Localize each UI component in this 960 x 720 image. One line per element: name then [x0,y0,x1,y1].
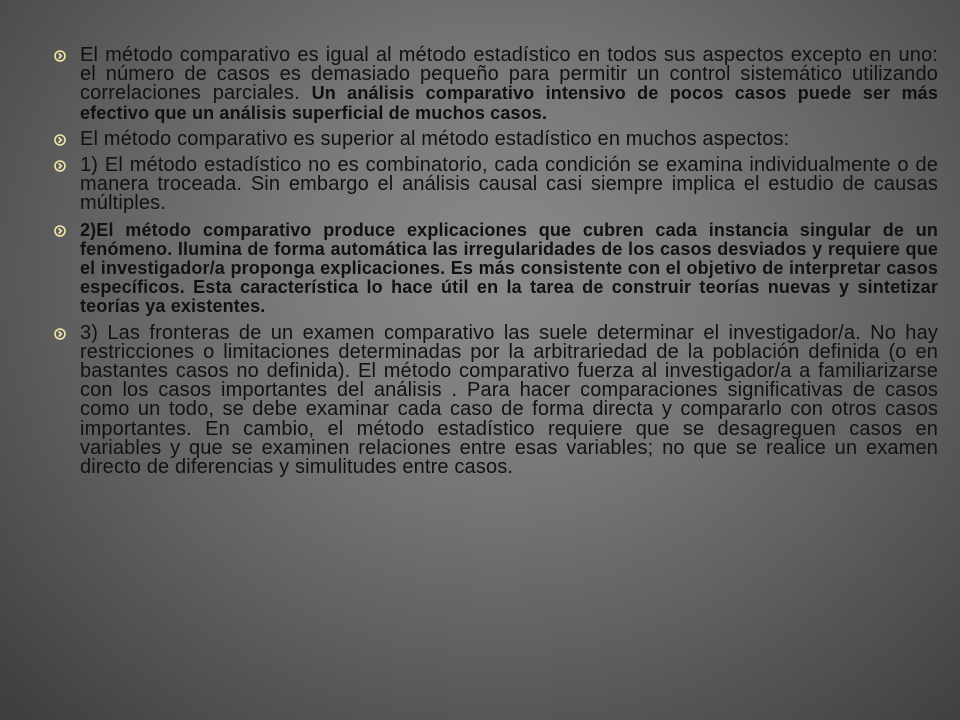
circled-chevron-right-icon [54,225,66,237]
circled-chevron-right-icon [54,50,66,62]
circled-chevron-right-icon [54,134,66,146]
bullet-text-normal: 3) Las fronteras de un examen comparativo las suele determinar el investigador/a. No hay restricciones o limitaciones determinadas por la arbitrariedad de la población definida (o en bastantes casos no definida). El método comparativo fuerza al investigador/a a familiarizarse con los casos importantes del análisis . Para hacer comparaciones significativas de casos como un todo, se debe examinar cada caso de forma directa y compararlo con otros casos importantes. En cambio, el método estadístico requiere que se desagreguen casos en variables y que se examinen relaciones entre esas variables; no que se realice un examen directo de diferencias y simulitudes entre casos. [80,321,938,479]
bullet-text-bold: 2)El método comparativo produce explicaciones que cubren cada instancia singular de un fenómeno. Ilumina de forma automática las irregularidades de los casos desviados y requiere que el investigador/a proponga explicaciones. Es más consistente con el objetivo de interpretar casos específicos. Esta característica lo hace útil en la tarea de construir teorías nuevas y sintetizar teorías ya existentes. [80,219,938,317]
circled-chevron-right-icon [54,328,66,340]
bullet-text-normal: El método comparativo es superior al método estadístico en muchos aspectos: [80,127,790,150]
bullet-item [54,221,938,317]
bullet-list [54,46,938,484]
bullet-text-bold: Un análisis comparativo intensivo de pocos casos puede ser más efectivo que un análisis superficial de muchos casos. [80,83,938,123]
bullet-item [54,46,938,123]
bullet-item [54,156,938,214]
bullet-text-normal: 1) El método estadístico no es combinatorio, cada condición se examina individualmente o de manera troceada. Sin embargo el análisis causal casi siempre implica el estudio de causas múltiples. [80,154,938,215]
bullet-item [54,321,938,479]
bullet-text-normal: El método comparativo es igual al método estadístico en todos sus aspectos excepto en uno: el número de casos es demasiado pequeño para permitir un control sistemático utilizando correlaciones parciales. [80,44,938,105]
circled-chevron-right-icon [54,160,66,172]
bullet-item [54,127,938,150]
